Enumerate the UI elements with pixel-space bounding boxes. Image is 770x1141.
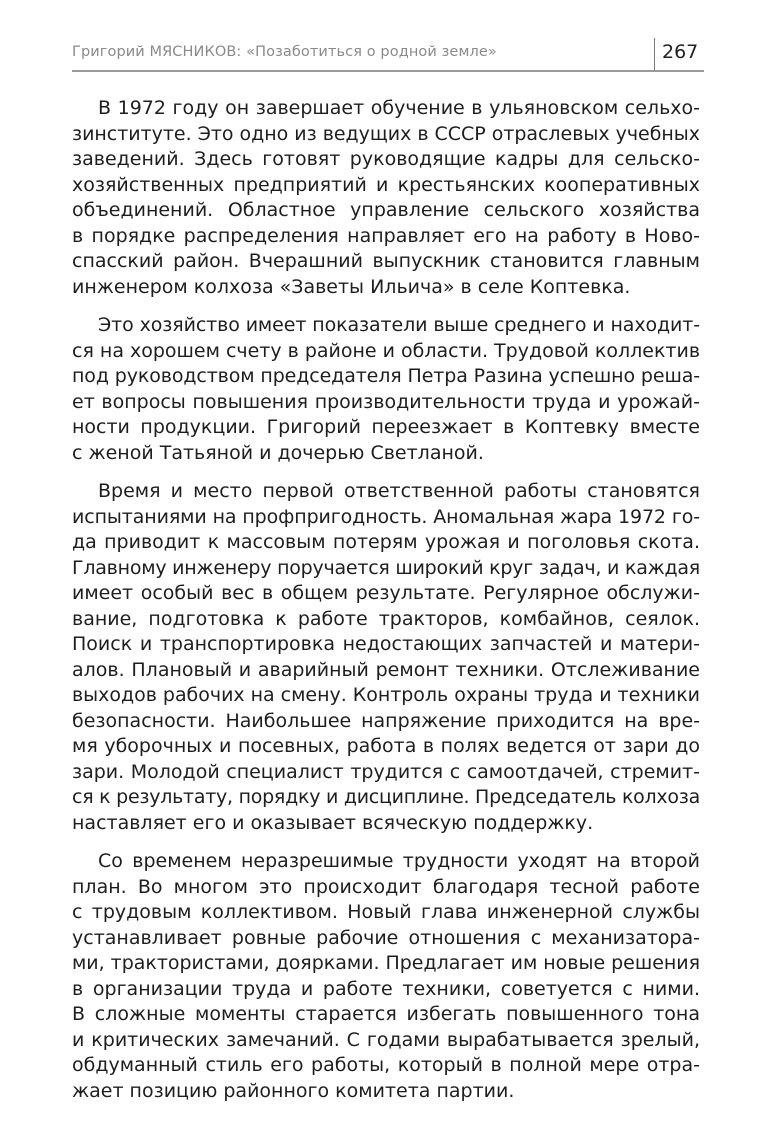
text-line: безопасности. Наибольшее напряжение приходится на вре-: [72, 709, 700, 732]
text-line: обдуманный стиль его работы, который в полной мере отра-: [72, 1054, 700, 1076]
text-line: вание, подготовка к работе тракторов, комбайнов, сеялок.: [72, 607, 700, 630]
text-line: ми, трактористами, доярками. Предлагает им новые решения: [72, 952, 700, 974]
header-separator: [654, 38, 655, 70]
text-line: В 1972 году он завершает обучение в ульяновском сельхо-: [98, 97, 700, 119]
paragraph-1: [72, 96, 700, 300]
running-header: [72, 38, 704, 70]
text-line: наставляет его и оказывает всяческую поддержку.: [72, 811, 594, 834]
text-line: ся к результату, порядку и дисциплине. Председатель колхоза: [72, 786, 700, 808]
paragraph-4: [72, 849, 700, 1104]
text-line: объединений. Областное управление сельского хозяйства: [72, 199, 700, 221]
text-line: с трудовым коллективом. Новый глава инженерной службы: [72, 901, 700, 923]
page-number: 267: [662, 41, 699, 63]
text-line: и критических замечаний. С годами вырабатывается зрелый,: [72, 1028, 700, 1051]
text-line: план. Во многом это происходит благодаря тесной работе: [72, 875, 700, 898]
text-line: с женой Татьяной и дочерью Светланой.: [72, 441, 484, 464]
text-line: зинституте. Это одно из ведущих в СССР отраслевых учебных: [72, 122, 701, 145]
body-text: [72, 96, 700, 1117]
text-line: ет вопросы повышения производительности труда и урожай-: [72, 390, 700, 413]
paragraph-2: [72, 313, 700, 466]
text-line: да приводит к массовым потерям урожая и поголовья скота.: [72, 531, 700, 553]
text-line: в организации труда и работе техники, советуется с ними.: [72, 977, 700, 1000]
text-line: Время и место первой ответственной работы становятся: [98, 480, 700, 502]
text-line: Это хозяйство имеет показатели выше среднего и находит-: [98, 314, 700, 336]
text-line: хозяйственных предприятий и крестьянских кооперативных: [72, 173, 700, 196]
text-line: испытаниями на профпригодность. Аномальная жара 1972 го-: [72, 505, 700, 528]
text-line: зари. Молодой специалист трудится с самоотдачей, стремит-: [72, 760, 700, 783]
text-line: под руководством председателя Петра Разина успешно реша-: [72, 365, 700, 387]
text-line: Поиск и транспортировка недостающих запчастей и матери-: [72, 633, 700, 655]
text-line: инженером колхоза «Заветы Ильича» в селе Коптевка.: [72, 275, 631, 298]
text-line: в порядке распределения направляет его на работу в Ново-: [72, 224, 700, 247]
running-title: Григорий МЯСНИКОВ: «Позаботиться о родной земле»: [72, 44, 497, 60]
text-line: алов. Плановый и аварийный ремонт техники. Отслеживание: [72, 658, 700, 681]
paragraph-3: [72, 479, 700, 836]
text-line: мя уборочных и посевных, работа в полях ведется от зари до: [72, 735, 700, 757]
text-line: В сложные моменты старается избегать повышенного тона: [72, 1003, 700, 1025]
text-line: устанавливает ровные рабочие отношения с механизатора-: [72, 926, 700, 949]
text-line: жает позицию районного комитета партии.: [72, 1079, 515, 1102]
text-line: Со временем неразрешимые трудности уходят на второй: [98, 850, 700, 872]
text-line: ности продукции. Григорий переезжает в Коптевку вместе: [72, 416, 700, 438]
text-line: выходов рабочих на смену. Контроль охраны труда и техники: [72, 684, 700, 706]
header-rule: [72, 70, 704, 72]
text-line: Главному инженеру поручается широкий круг задач, и каждая: [72, 556, 700, 579]
text-line: заведений. Здесь готовят руководящие кадры для сельско-: [72, 148, 700, 170]
text-line: ся на хорошем счету в районе и области. Трудовой коллектив: [72, 339, 701, 362]
text-line: имеет особый вес в общем результате. Регулярное обслужи-: [72, 582, 700, 604]
text-line: спасский район. Вчерашний выпускник становится главным: [72, 250, 700, 272]
